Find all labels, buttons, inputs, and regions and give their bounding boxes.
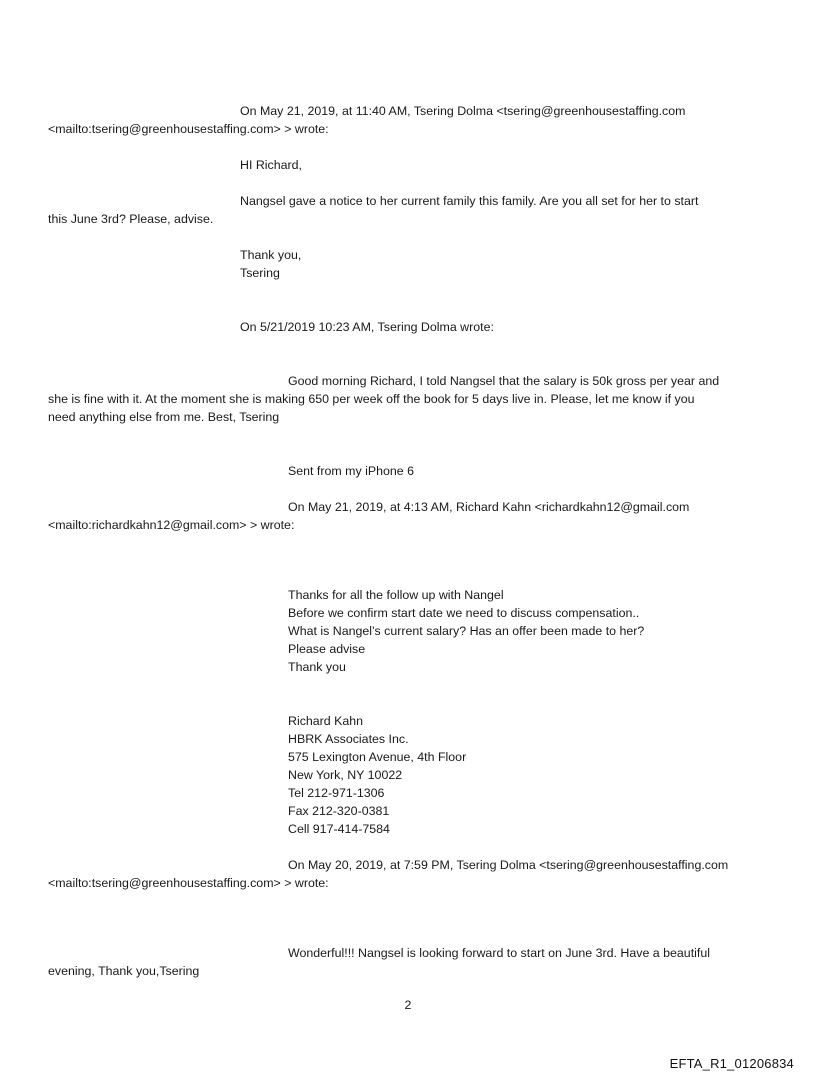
body-line: Before we confirm start date we need to discuss compensation.. — [288, 606, 640, 620]
signature-line: Cell 917-414-7584 — [288, 822, 390, 836]
signature-line: New York, NY 10022 — [288, 768, 403, 782]
page-number: 2 — [404, 998, 412, 1012]
email-header: On May 21, 2019, at 4:13 AM, Richard Kahn <richardkahn12@gmail.com — [288, 500, 690, 514]
greeting: HI Richard, — [240, 158, 302, 172]
signature-line: Richard Kahn — [288, 714, 364, 728]
signature-line: Tel 212-971-1306 — [288, 786, 385, 800]
body-line: she is fine with it. At the moment she is making 650 per week off the book for 5 days live in. Please, let me know if you — [48, 392, 695, 406]
body-line: Wonderful!!! Nangsel is looking forward to start on June 3rd. Have a beautiful — [288, 946, 710, 960]
body-line: need anything else from me. Best, Tsering — [48, 410, 280, 424]
closing: Thank you, — [240, 248, 302, 262]
signature-line: HBRK Associates Inc. — [288, 732, 409, 746]
signature-line: 575 Lexington Avenue, 4th Floor — [288, 750, 467, 764]
email-header: On May 21, 2019, at 11:40 AM, Tsering Dolma <tsering@greenhousestaffing.com — [240, 104, 686, 118]
body-line: Good morning Richard, I told Nangsel that the salary is 50k gross per year and — [288, 374, 720, 388]
body-line: What is Nangel’s current salary? Has an offer been made to her? — [288, 624, 645, 638]
body-line: Please advise — [288, 642, 366, 656]
bates-number: EFTA_R1_01206834 — [669, 1056, 794, 1071]
email-header: On May 20, 2019, at 7:59 PM, Tsering Dolma <tsering@greenhousestaffing.com — [288, 858, 729, 872]
email-header-cont: <mailto:richardkahn12@gmail.com> > wrote: — [48, 518, 295, 532]
body-line: Nangsel gave a notice to her current family this family. Are you all set for her to start — [240, 194, 699, 208]
body-line: Thank you — [288, 660, 346, 674]
body-line: evening, Thank you,Tsering — [48, 964, 200, 978]
signature-name: Tsering — [240, 266, 280, 280]
email-header-cont: <mailto:tsering@greenhousestaffing.com> > wrote: — [48, 876, 329, 890]
sent-from: Sent from my iPhone 6 — [288, 464, 415, 478]
body-line: this June 3rd? Please, advise. — [48, 212, 214, 226]
signature-line: Fax 212-320-0381 — [288, 804, 390, 818]
body-line: Thanks for all the follow up with Nangel — [288, 588, 504, 602]
email-header: On 5/21/2019 10:23 AM, Tsering Dolma wrote: — [240, 320, 494, 334]
email-header-cont: <mailto:tsering@greenhousestaffing.com> > wrote: — [48, 122, 329, 136]
